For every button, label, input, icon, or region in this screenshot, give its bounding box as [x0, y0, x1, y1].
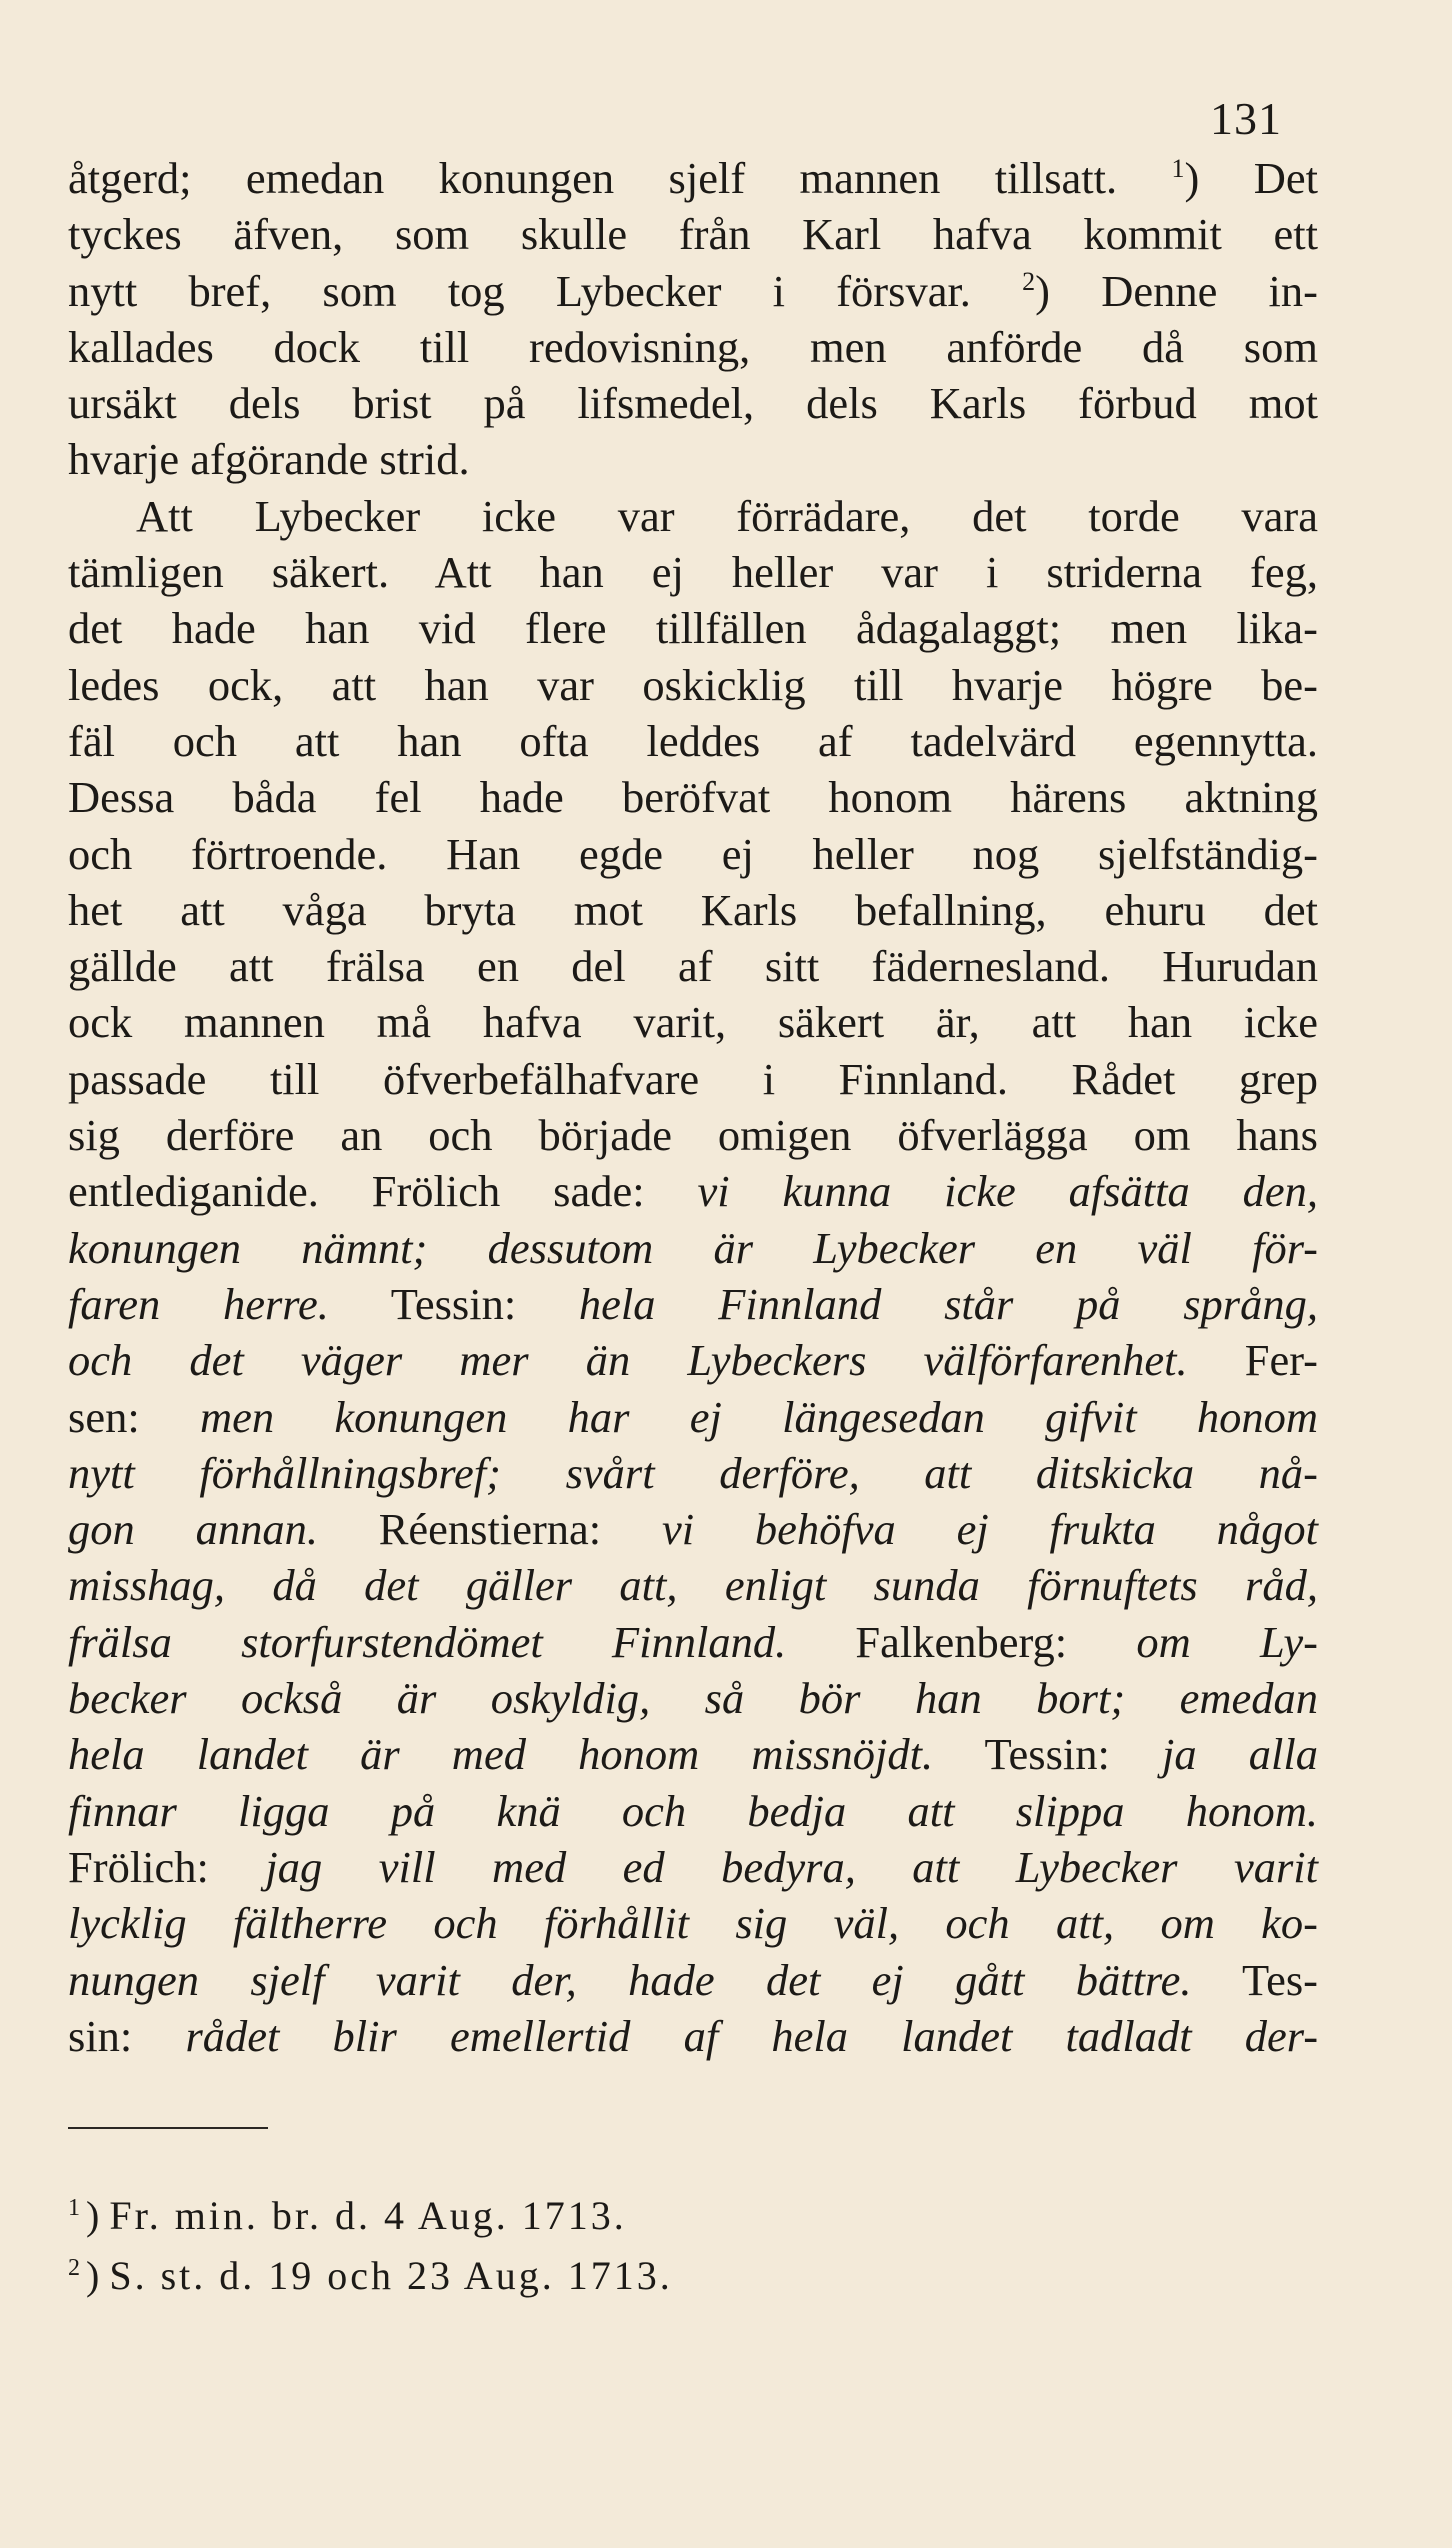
- speaker-name: Tessin:: [390, 1278, 517, 1329]
- text-line: åtgerd; emedan konungen sjelf mannen tillsatt. $^1$) Det: [68, 153, 1318, 203]
- quote-italic: rådet blir emellertid af hela landet tadladt der-: [185, 2010, 1319, 2061]
- quote-italic: men konungen har ej längesedan gifvit honom: [199, 1391, 1318, 1442]
- text-line: passade till öfverbefälhafvare i Finnland. Rådet grep: [68, 1053, 1318, 1104]
- text-line: sen: men konungen har ej längesedan gifvit honom: [68, 1391, 1318, 1442]
- text-line: det hade han vid flere tillfällen ådagalaggt; men lika-: [68, 603, 1318, 654]
- paragraph-start: Att Lybecker icke var förrädare, det torde vara: [136, 490, 1318, 541]
- text-line: och förtroende. Han egde ej heller nog sjelfständig-: [68, 828, 1318, 879]
- text-line: tämligen säkert. Att han ej heller var i striderna feg,: [68, 547, 1318, 598]
- quote-italic: om Ly-: [1136, 1616, 1318, 1667]
- quote-italic: jag vill med ed bedyra, att Lybecker varit: [265, 1841, 1319, 1892]
- quote-italic: vi behöfva ej frukta något: [661, 1504, 1318, 1555]
- footnote-divider: [68, 2127, 268, 2129]
- text-line: becker också är oskyldig, så bör han bort; emedan: [68, 1673, 1318, 1724]
- speaker-name: Falkenberg:: [855, 1616, 1068, 1667]
- footnote-text: Fr. min. br. d. 4 Aug. 1713.: [109, 2193, 627, 2238]
- text-line: hvarje afgörande strid.: [68, 434, 470, 485]
- text-line: ursäkt dels brist på lifsmedel, dels Karls förbud mot: [68, 378, 1318, 429]
- text-line: het att våga bryta mot Karls befallning, ehuru det: [68, 884, 1318, 935]
- text-line: ledes ock, att han var oskicklig till hvarje högre be-: [68, 659, 1318, 710]
- quote-italic: vi kunna icke afsätta den,: [697, 1166, 1318, 1217]
- footnote: $^2$ ) S. st. d. 19 och 23 Aug. 1713.: [68, 2253, 673, 2298]
- text-line: finnar ligga på knä och bedja att slippa honom.: [68, 1785, 1318, 1836]
- text-line: misshag, då det gäller att, enligt sunda förnuftets råd,: [68, 1560, 1318, 1611]
- text-line: faren herre. Tessin: hela Finnland står på språng,: [68, 1278, 1318, 1329]
- body-text: [68, 150, 1318, 2064]
- text-line: gon annan. Réenstierna: vi behöfva ej frukta något: [68, 1504, 1318, 1555]
- text-line: konungen nämnt; dessutom är Lybecker en väl för-: [68, 1222, 1318, 1273]
- quote-italic: ja alla: [1162, 1729, 1319, 1780]
- page-number: 131: [1210, 93, 1282, 144]
- footnote-mark: 2: [68, 2254, 80, 2281]
- text-line: [68, 1839, 1318, 1895]
- text-line: lycklig fältherre och förhållit sig väl, och att, om ko-: [68, 1898, 1318, 1949]
- text-line: fäl och att han ofta leddes af tadelvärd egennytta.: [68, 715, 1318, 766]
- quote-italic: hela Finnland står på språng,: [578, 1278, 1318, 1329]
- text-line: gällde att frälsa en del af sitt fädernesland. Hurudan: [68, 941, 1318, 992]
- text-line: sin: rådet blir emellertid af hela landet tadladt der-: [68, 2010, 1319, 2061]
- footnote-reference: 1: [1171, 154, 1185, 184]
- text-line: kallades dock till redovisning, men anförde då som: [68, 321, 1318, 372]
- text-line: nytt förhållningsbref; svårt derföre, att ditskicka nå-: [68, 1447, 1318, 1498]
- text-line: hela landet är med honom missnöjdt. Tessin: ja alla: [68, 1729, 1319, 1780]
- text-line: nytt bref, som tog Lybecker i försvar. $^2$) Denne in-: [68, 265, 1318, 316]
- speaker-name: Frölich:: [68, 1841, 209, 1892]
- text-line: Dessa båda fel hade beröfvat honom härens aktning: [68, 772, 1318, 823]
- footnote: $^1$ ) Fr. min. br. d. 4 Aug. 1713.: [68, 2193, 627, 2238]
- text-line: sig derföre an och började omigen öfverlägga om hans: [68, 1110, 1318, 1161]
- speaker-name: Tessin:: [984, 1729, 1110, 1780]
- text-line: nungen sjelf varit der, hade det ej gått bättre. Tes-: [68, 1954, 1318, 2005]
- footnotes: [68, 2186, 1318, 2306]
- footnote-reference: 2: [1022, 266, 1036, 296]
- text-line: tyckes äfven, som skulle från Karl hafva kommit ett: [68, 209, 1318, 260]
- footnote-mark: 1: [68, 2194, 80, 2221]
- speaker-name: Réenstierna:: [378, 1504, 602, 1555]
- text-line: och det väger mer än Lybeckers välförfarenhet. Fer-: [68, 1335, 1318, 1386]
- text-line: frälsa storfurstendömet Finnland. Falkenberg: om Ly-: [68, 1616, 1318, 1667]
- text-line: entlediganide. Frölich sade: vi kunna icke afsätta den,: [68, 1166, 1318, 1217]
- footnote-text: S. st. d. 19 och 23 Aug. 1713.: [109, 2253, 673, 2298]
- text-line: ock mannen må hafva varit, säkert är, att han icke: [68, 997, 1318, 1048]
